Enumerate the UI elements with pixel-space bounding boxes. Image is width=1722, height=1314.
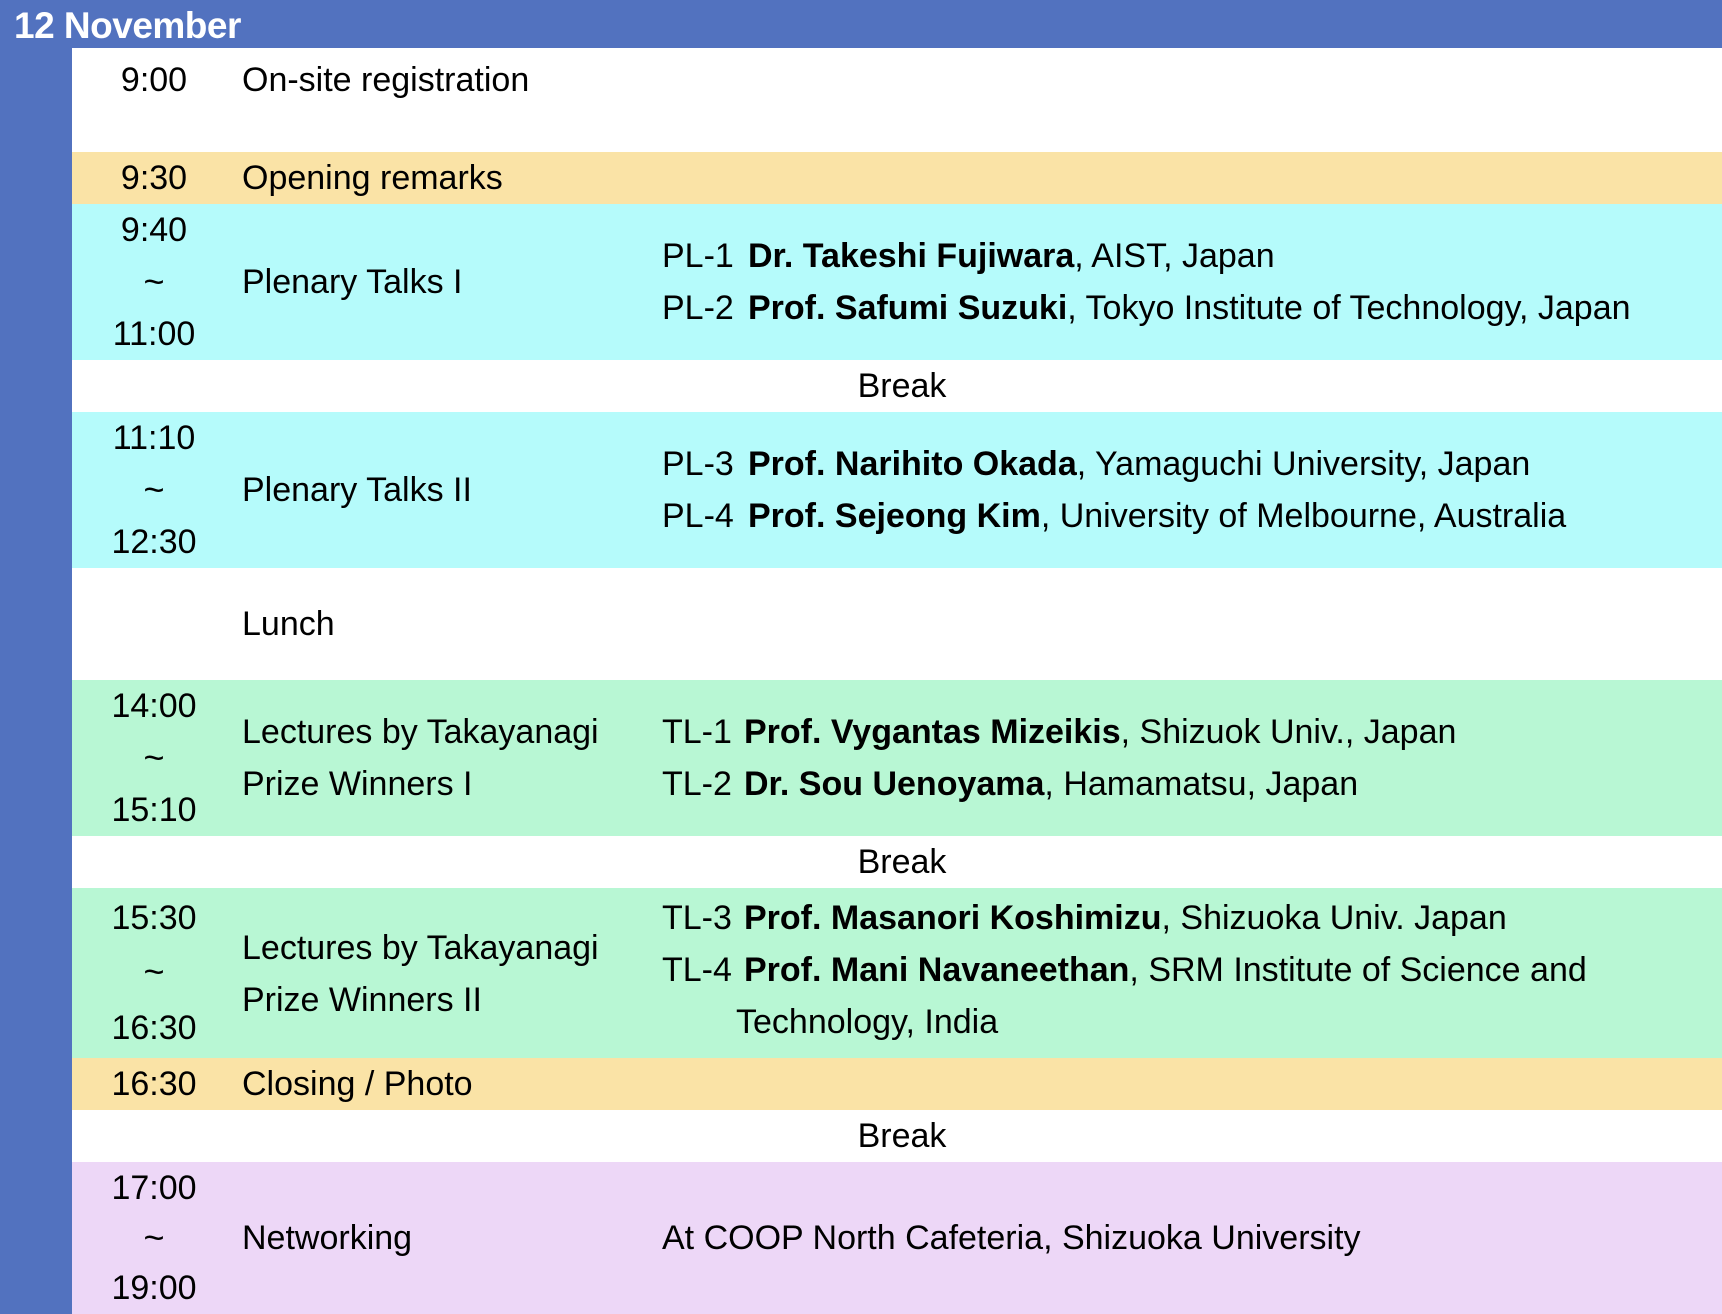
schedule-row-lectures-1 — [72, 680, 1722, 836]
session-title: Opening remarks — [242, 159, 503, 197]
talk-entry — [662, 944, 1587, 996]
session-title: On-site registration — [242, 61, 530, 99]
speaker-affiliation: , Hamamatsu, Japan — [1044, 765, 1359, 803]
speaker-affiliation: , Yamaguchi University, Japan — [1076, 445, 1531, 483]
time-end: 15:10 — [111, 791, 197, 829]
time-range-tilde: ~ — [143, 737, 165, 778]
schedule-row-break — [72, 836, 1722, 888]
session-title: Plenary Talks I — [242, 263, 463, 301]
schedule-row-registration — [72, 48, 1722, 152]
time-start: 17:00 — [111, 1169, 197, 1207]
talk-entry — [662, 706, 1456, 758]
session-title: Networking — [242, 1219, 413, 1257]
time-end: 11:00 — [112, 315, 196, 353]
speaker-name: Prof. Mani Navaneethan — [744, 951, 1130, 989]
schedule-row-plenary-1 — [72, 204, 1722, 360]
talk-entry — [662, 758, 1358, 810]
schedule-row-break — [72, 360, 1722, 412]
speaker-name: Dr. Takeshi Fujiwara — [748, 237, 1075, 275]
day-title: 12 November — [14, 5, 241, 46]
time-end: 16:30 — [111, 1009, 197, 1047]
speaker-affiliation-continued: Technology, India — [736, 1003, 999, 1041]
speaker-name: Prof. Masanori Koshimizu — [744, 899, 1162, 937]
time-start: 11:10 — [112, 419, 196, 457]
schedule-row-lunch — [72, 568, 1722, 680]
schedule-row-closing — [72, 1058, 1722, 1110]
speaker-affiliation: , Shizuoka Univ. Japan — [1161, 899, 1507, 937]
speaker-affiliation: , SRM Institute of Science and — [1129, 951, 1587, 989]
time-label: 9:30 — [120, 159, 188, 197]
talk-code: TL-2 — [662, 765, 732, 803]
session-title: Lunch — [242, 605, 335, 643]
session-title: Plenary Talks II — [242, 471, 472, 509]
time-label: 9:00 — [120, 61, 188, 99]
session-title-line1: Lectures by Takayanagi — [242, 713, 599, 751]
talk-entry — [662, 282, 1631, 334]
venue-text: At COOP North Cafeteria, Shizuoka University — [662, 1219, 1361, 1257]
talk-entry — [662, 438, 1530, 490]
speaker-name: Prof. Vygantas Mizeikis — [744, 713, 1121, 751]
time-range-tilde: ~ — [143, 261, 165, 302]
talk-code: PL-3 — [662, 445, 734, 483]
speaker-affiliation: , AIST, Japan — [1074, 237, 1275, 275]
time-range-tilde: ~ — [143, 951, 165, 992]
time-end: 19:00 — [111, 1269, 197, 1307]
talk-code: PL-4 — [662, 497, 734, 535]
time-end: 12:30 — [111, 523, 197, 561]
talk-entry — [662, 230, 1275, 282]
schedule-row-opening — [72, 152, 1722, 204]
day-header — [0, 0, 1722, 48]
left-accent-bar — [0, 48, 72, 1314]
speaker-name: Prof. Narihito Okada — [748, 445, 1077, 483]
talk-entry — [662, 892, 1507, 944]
speaker-affiliation: , University of Melbourne, Australia — [1040, 497, 1567, 535]
time-range-tilde: ~ — [143, 1217, 165, 1258]
time-start: 15:30 — [111, 899, 197, 937]
speaker-name: Prof. Safumi Suzuki — [748, 289, 1068, 327]
time-start: 14:00 — [111, 687, 197, 725]
time-range-tilde: ~ — [143, 469, 165, 510]
talk-code: TL-1 — [662, 713, 732, 751]
talk-code: PL-2 — [662, 289, 734, 327]
schedule-row-networking — [72, 1162, 1722, 1314]
break-label: Break — [857, 843, 947, 881]
break-label: Break — [857, 1117, 947, 1155]
session-title: Closing / Photo — [242, 1065, 473, 1103]
session-title-line2: Prize Winners I — [242, 765, 473, 803]
speaker-affiliation: , Shizuok Univ., Japan — [1120, 713, 1457, 751]
schedule-row-lectures-2 — [72, 888, 1722, 1058]
break-label: Break — [857, 367, 947, 405]
time-label: 16:30 — [111, 1065, 197, 1103]
schedule-row-plenary-2 — [72, 412, 1722, 568]
speaker-name: Dr. Sou Uenoyama — [744, 765, 1045, 803]
talk-code: TL-3 — [662, 899, 732, 937]
talk-code: TL-4 — [662, 951, 732, 989]
speaker-name: Prof. Sejeong Kim — [748, 497, 1041, 535]
session-title-line2: Prize Winners II — [242, 981, 482, 1019]
time-start: 9:40 — [120, 211, 188, 249]
talk-code: PL-1 — [662, 237, 734, 275]
session-title-line1: Lectures by Takayanagi — [242, 929, 599, 967]
talk-entry — [662, 490, 1566, 542]
speaker-affiliation: , Tokyo Institute of Technology, Japan — [1067, 289, 1631, 327]
schedule-row-break — [72, 1110, 1722, 1162]
